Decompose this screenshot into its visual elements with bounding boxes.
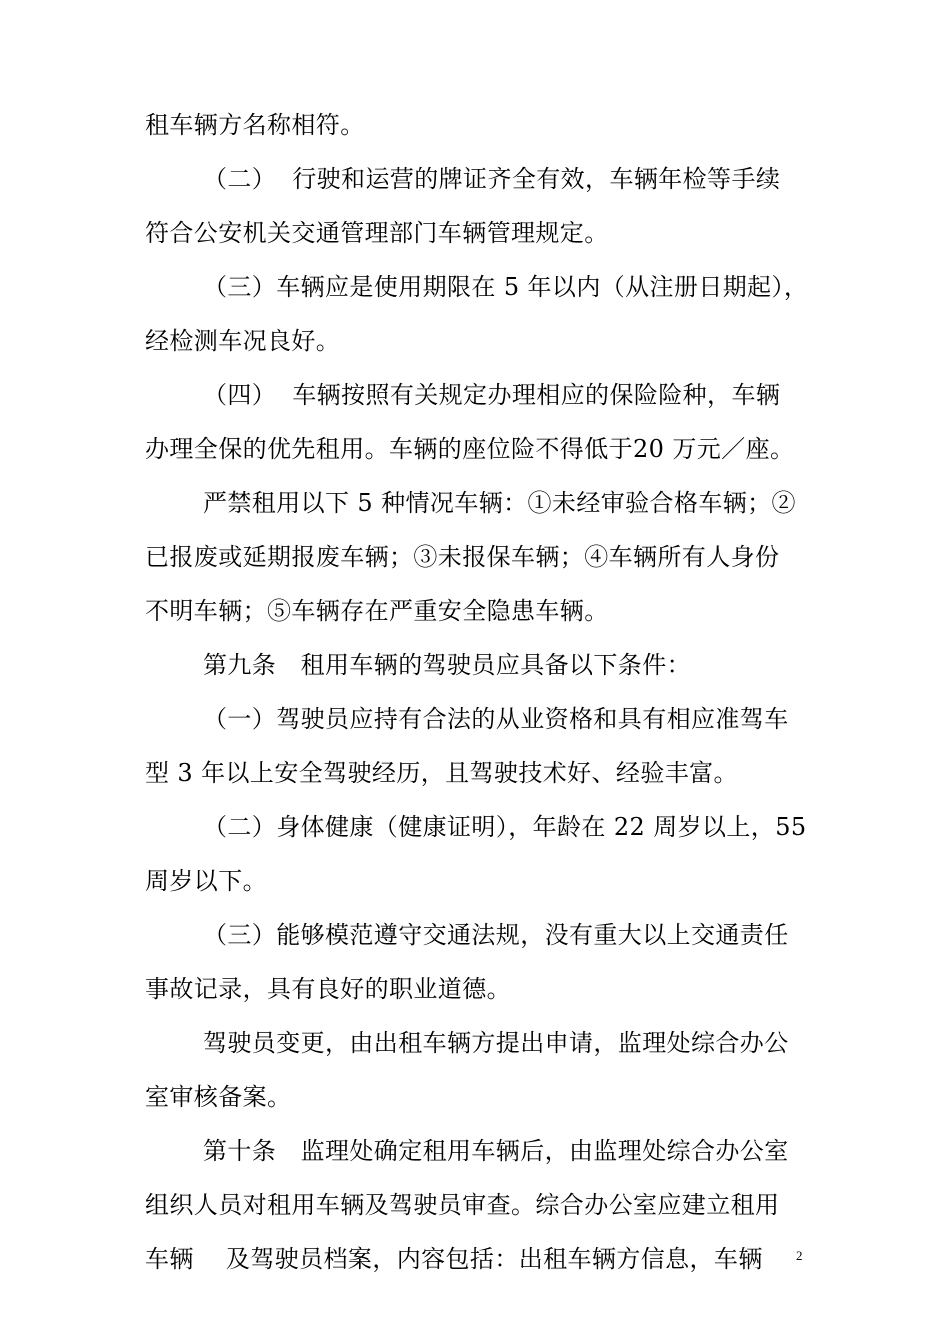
- text-line-19: 室审核备案。: [145, 1083, 292, 1111]
- text-line-2: （二） 行驶和运营的牌证齐全有效，车辆年检等手续: [203, 165, 781, 193]
- text-line-4: （三）车辆应是使用期限在 5 年以内（从注册日期起），: [203, 273, 809, 301]
- text-line-5: 经检测车况良好。: [145, 327, 341, 355]
- document-body: [145, 98, 810, 1286]
- text-line-22: 车辆 及驾驶员档案，内容包括：出租车辆方信息，车辆: [145, 1245, 763, 1273]
- text-line-13: 型 3 年以上安全驾驶经历，且驾驶技术好、经验丰富。: [145, 759, 738, 787]
- text-line-7: 办理全保的优先租用。车辆的座位险不得低于20 万元／座。: [145, 435, 795, 463]
- text-line-12: （一）驾驶员应持有合法的从业资格和具有相应准驾车: [203, 705, 789, 733]
- text-line-16: （三）能够模范遵守交通法规，没有重大以上交通责任: [203, 921, 789, 949]
- text-line-1: 租车辆方名称相符。: [145, 111, 365, 139]
- text-line-17: 事故记录，具有良好的职业道德。: [145, 975, 511, 1003]
- text-line-10: 不明车辆；⑤车辆存在严重安全隐患车辆。: [145, 597, 609, 625]
- text-line-9: 已报废或延期报废车辆；③未报保车辆；④车辆所有人身份: [145, 543, 780, 571]
- text-line-3: 符合公安机关交通管理部门车辆管理规定。: [145, 219, 609, 247]
- text-line-14: （二）身体健康（健康证明），年龄在 22 周岁以上，55: [203, 813, 807, 841]
- text-line-8: 严禁租用以下 5 种情况车辆：①未经审验合格车辆；②: [203, 489, 796, 517]
- text-line-21: 组织人员对租用车辆及驾驶员审查。综合办公室应建立租用: [145, 1191, 780, 1219]
- text-line-18: 驾驶员变更，由出租车辆方提出申请，监理处综合办公: [203, 1029, 789, 1057]
- text-line-11: 第九条 租用车辆的驾驶员应具备以下条件：: [203, 651, 691, 679]
- text-line-15: 周岁以下。: [145, 867, 267, 895]
- text-line-20: 第十条 监理处确定租用车辆后，由监理处综合办公室: [203, 1137, 789, 1165]
- page-number: 2: [796, 1248, 803, 1263]
- text-line-6: （四） 车辆按照有关规定办理相应的保险险种，车辆: [203, 381, 781, 409]
